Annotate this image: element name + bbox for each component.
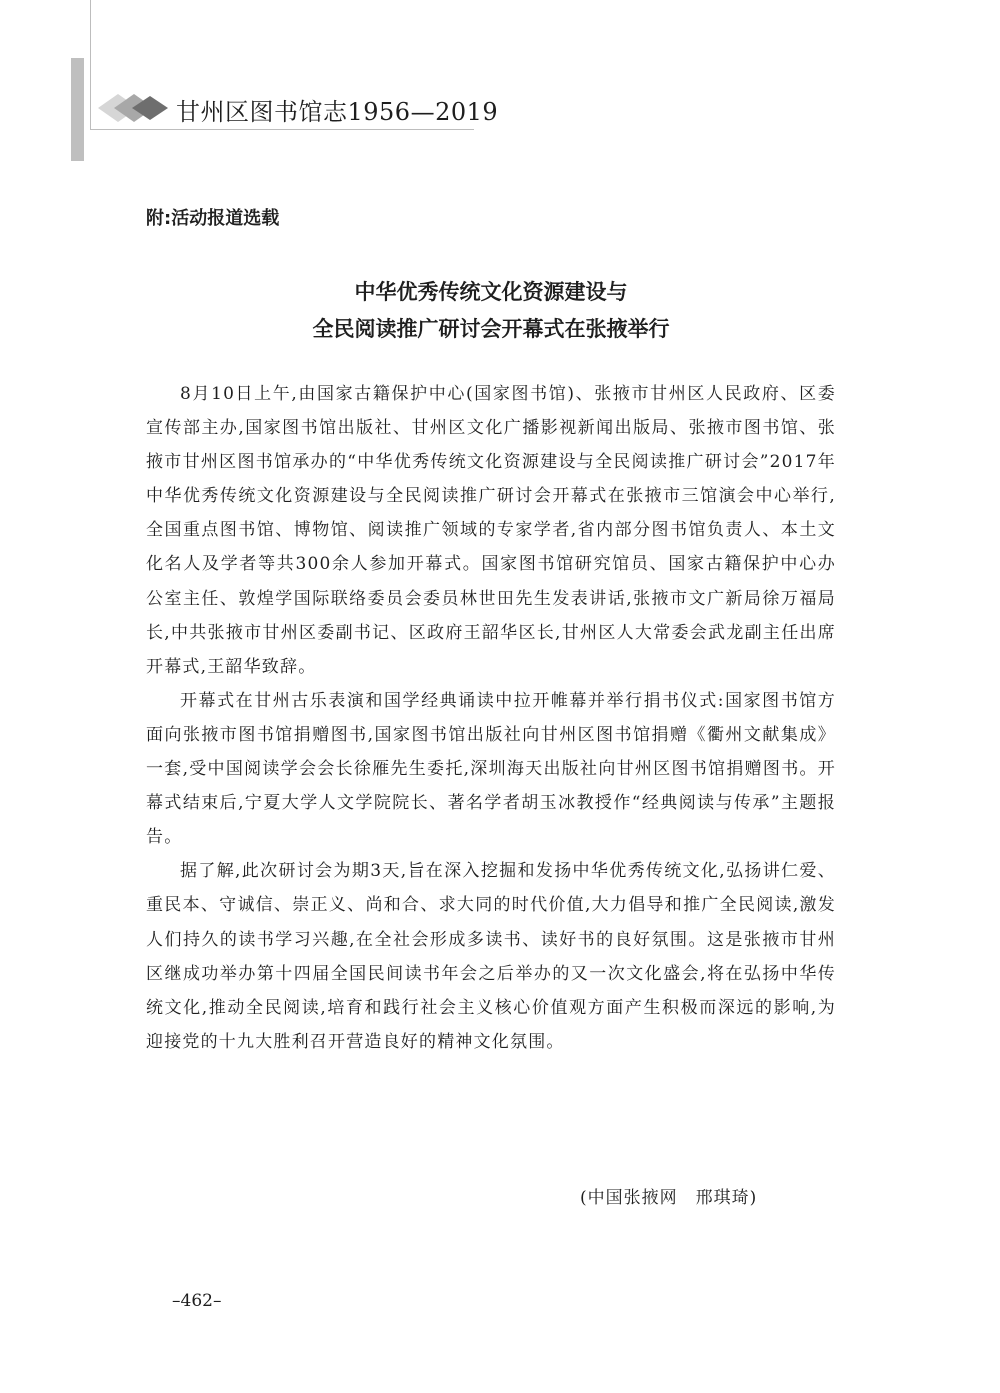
diamond-ornament-icon — [98, 90, 178, 126]
book-title: 甘州区图书馆志1956—2019 — [176, 98, 499, 126]
article-title-line-2: 全民阅读推广研讨会开幕式在张掖举行 — [312, 317, 670, 341]
paragraph-1: 8月10日上午,由国家古籍保护中心(国家图书馆)、张掖市甘州区人民政府、区委宣传部主办,国家图书馆出版社、甘州区文化广播影视新闻出版局、张掖市图书馆、张掖市甘州区图书馆承办的“中华优秀传统文化资源建设与全民阅读推广研讨会”2017年中华优秀传统文化资源建设与全民阅读推广研讨会开幕式在张掖市三馆演会中心举行,全国重点图书馆、博物馆、阅读推广领域的专家学者,省内部分图书馆负责人、本土文化名人及学者等共300余人参加开幕式。国家图书馆研究馆员、国家古籍保护中心办公室主任、敦煌学国际联络委员会委员林世田先生发表讲话,张掖市文广新局徐万福局长,中共张掖市甘州区委副书记、区政府王韶华区长,甘州区人大常委会武龙副主任出席开幕式,王韶华致辞。 — [146, 384, 836, 677]
article-byline: (中国张掖网 邢琪琦) — [580, 1188, 758, 1208]
header-horizontal-rule — [90, 129, 474, 130]
article-body — [146, 377, 836, 1059]
header-gray-bar — [71, 58, 84, 161]
page-number: –462– — [172, 1291, 222, 1311]
section-label: 附:活动报道选载 — [146, 208, 280, 229]
article-title-line-1: 中华优秀传统文化资源建设与 — [354, 280, 628, 304]
paragraph-3: 据了解,此次研讨会为期3天,旨在深入挖掘和发扬中华优秀传统文化,弘扬讲仁爱、重民本、守诚信、崇正义、尚和合、求大同的时代价值,大力倡导和推广全民阅读,激发人们持久的读书学习兴趣,在全社会形成多读书、读好书的良好氛围。这是张掖市甘州区继成功举办第十四届全国民间读书年会之后举办的又一次文化盛会,将在弘扬中华传统文化,推动全民阅读,培育和践行社会主义核心价值观方面产生积极而深远的影响,为迎接党的十九大胜利召开营造良好的精神文化氛围。 — [146, 861, 836, 1052]
paragraph-2: 开幕式在甘州古乐表演和国学经典诵读中拉开帷幕并举行捐书仪式:国家图书馆方面向张掖市图书馆捐赠图书,国家图书馆出版社向甘州区图书馆捐赠《衢州文献集成》一套,受中国阅读学会会长徐雁先生委托,深圳海天出版社向甘州区图书馆捐赠图书。开幕式结束后,宁夏大学人文学院院长、著名学者胡玉冰教授作“经典阅读与传承”主题报告。 — [146, 690, 836, 848]
header-vertical-rule — [90, 0, 91, 130]
